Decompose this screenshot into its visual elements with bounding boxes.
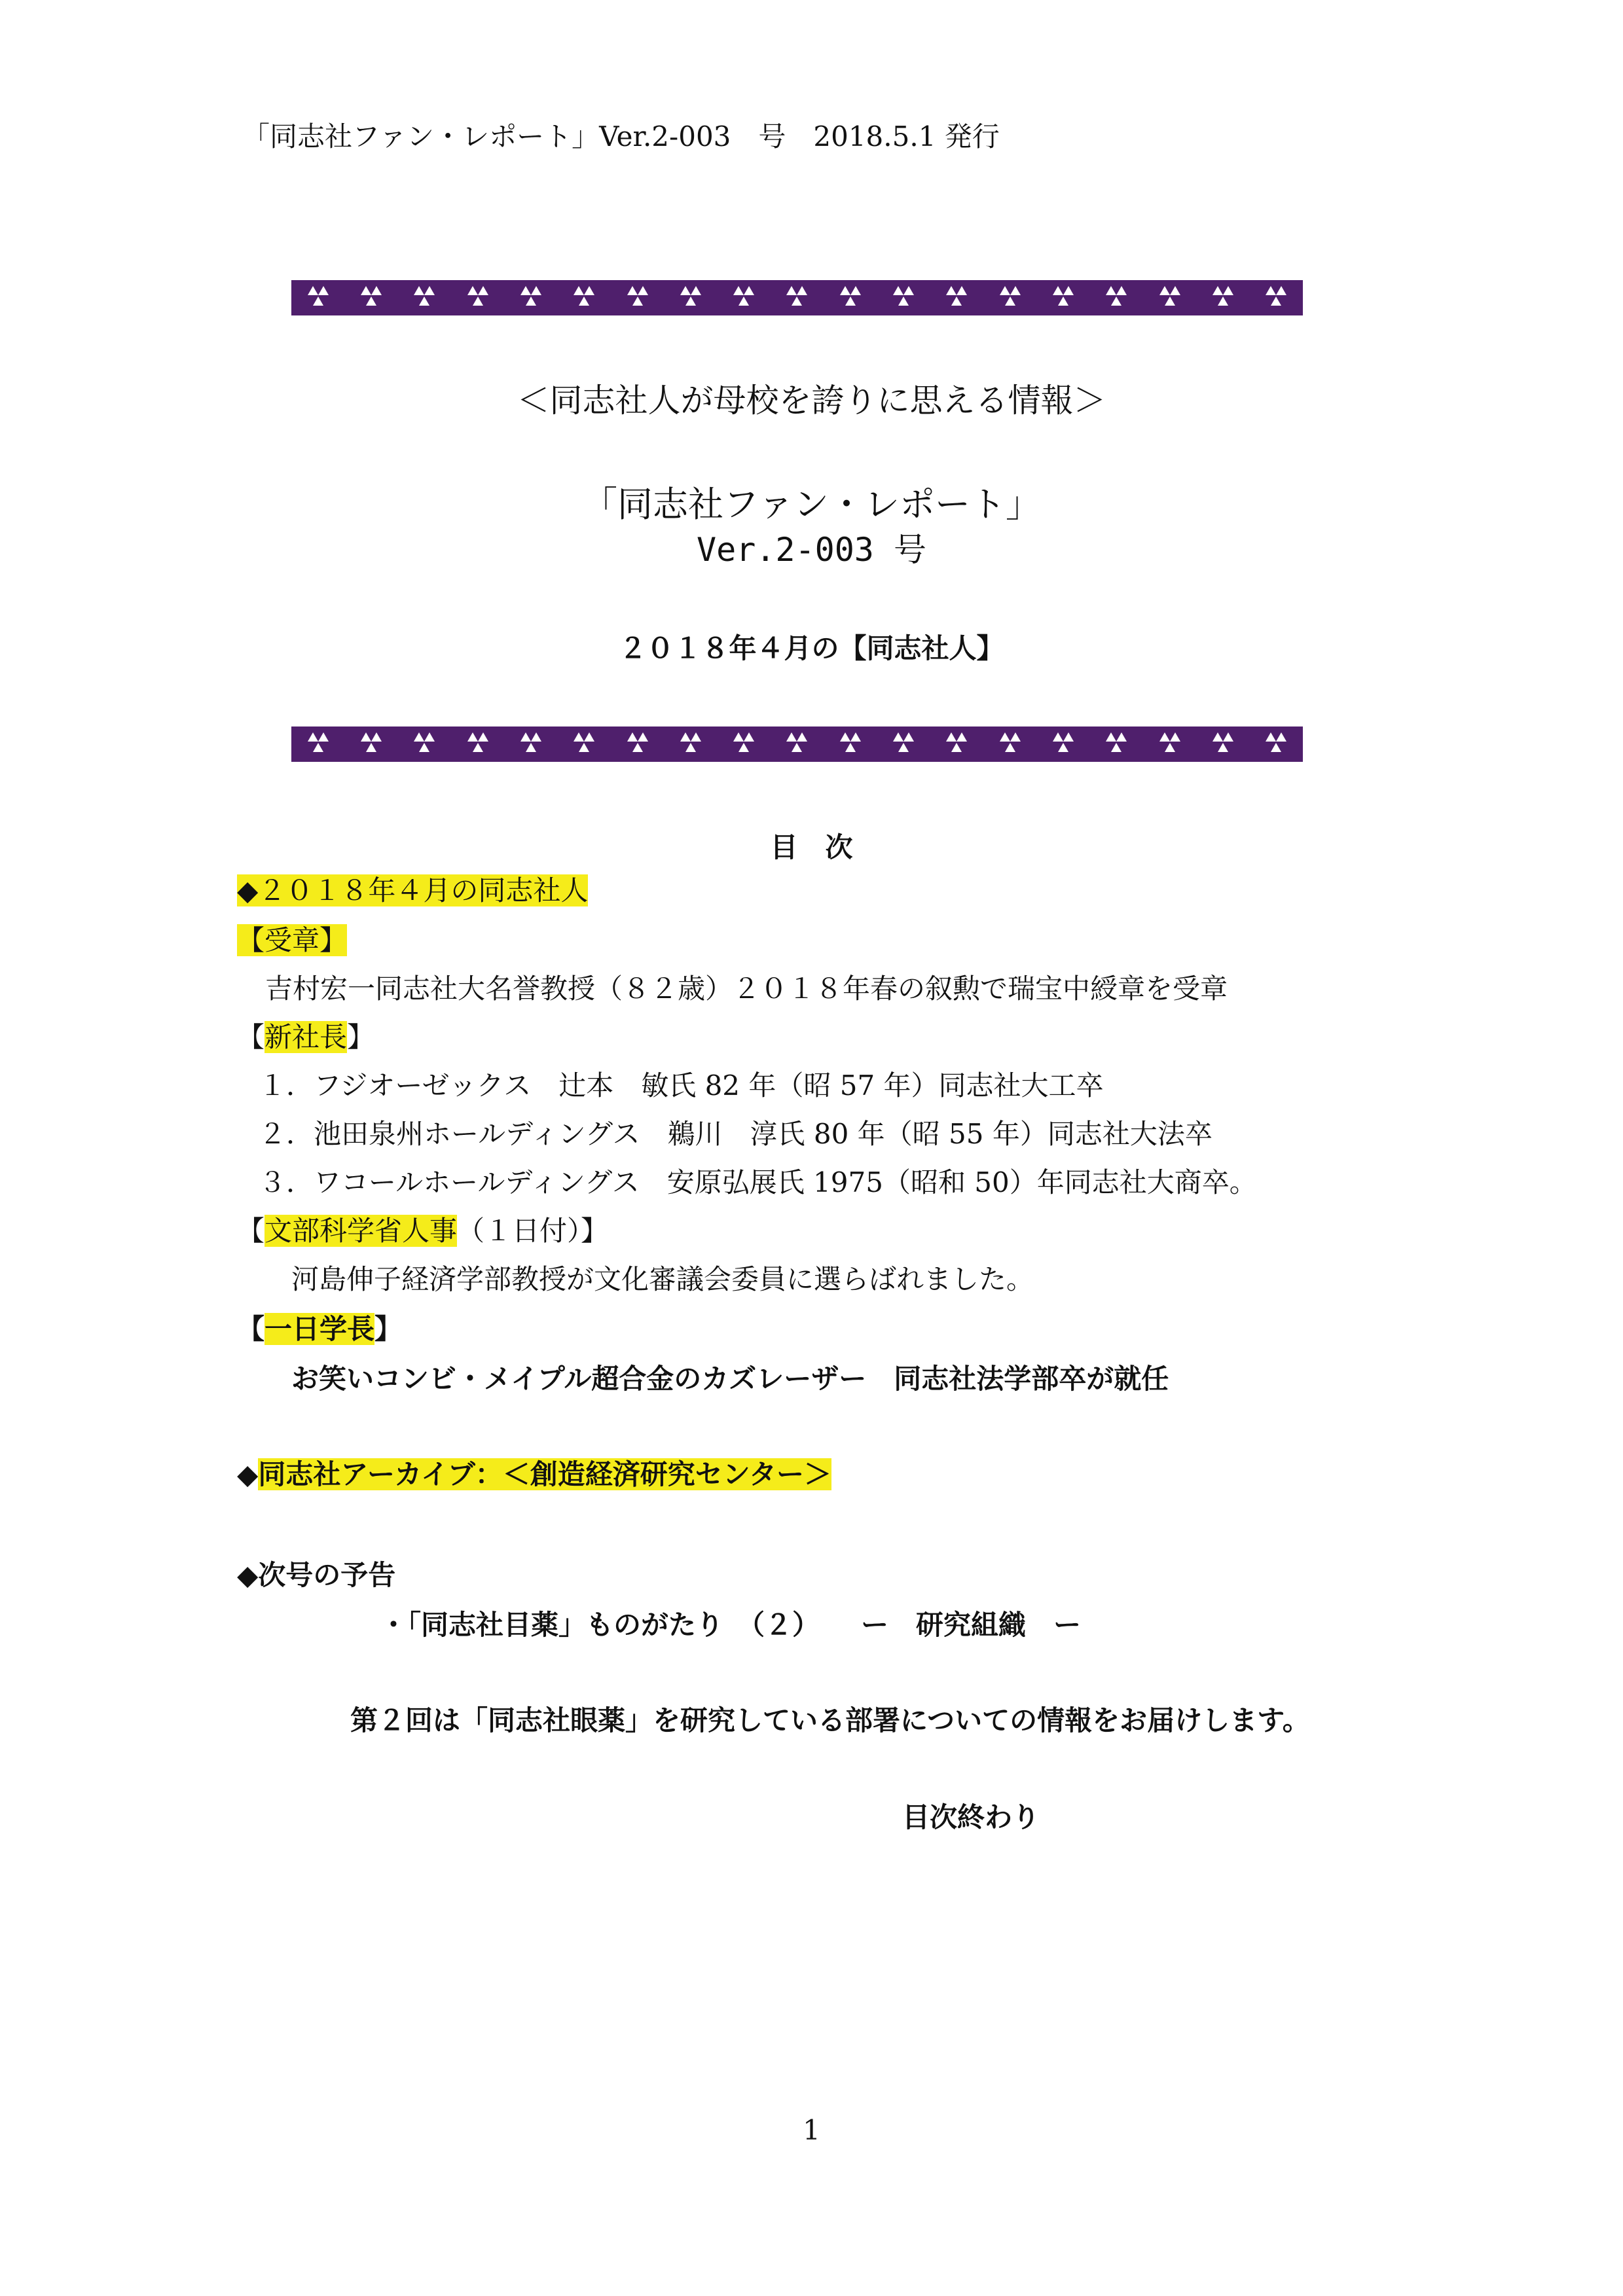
diamond-icon: ◆ (237, 874, 259, 906)
bracket-open: 【 (237, 1021, 265, 1053)
triple-triangle-crest-icon (303, 731, 333, 757)
toc-heading: 目 次 (770, 831, 853, 863)
monbu-label-suffix: （１日付）】 (457, 1215, 609, 1247)
triple-triangle-crest-icon (729, 731, 759, 757)
shinshacho-label-text: 新社長 (264, 1021, 348, 1053)
month-heading: ２０１８年４月の【同志社人】 (619, 632, 1004, 664)
triple-triangle-crest-icon (623, 731, 653, 757)
triple-triangle-crest-icon (356, 731, 386, 757)
triple-triangle-crest-icon (1101, 731, 1131, 757)
triple-triangle-crest-icon (1261, 731, 1291, 757)
triple-triangle-crest-icon (941, 731, 972, 757)
triple-triangle-crest-icon (1048, 285, 1078, 311)
bracket-close: 】 (374, 1313, 403, 1345)
triple-triangle-crest-icon (1208, 731, 1238, 757)
report-version: Ver.2-003 号 (696, 531, 927, 569)
triple-triangle-crest-icon (1048, 731, 1078, 757)
report-header: 「同志社ファン・レポート」Ver.2-003 号 2018.5.1 発行 (242, 120, 1000, 152)
triple-triangle-crest-icon (516, 731, 546, 757)
diamond-icon: ◆ (237, 1458, 259, 1490)
triple-triangle-crest-icon (729, 285, 759, 311)
triple-triangle-crest-icon (356, 285, 386, 311)
report-title: 「同志社ファン・レポート」 (582, 484, 1041, 525)
triple-triangle-crest-icon (623, 285, 653, 311)
ichinichi-text: お笑いコンビ・メイプル超合金のカズレーザー 同志社法学部卒が就任 (291, 1363, 1169, 1395)
jusho-label-text: 【受章】 (237, 924, 348, 956)
shinshacho-label (237, 1016, 374, 1055)
section-people-heading (237, 869, 588, 908)
triple-triangle-crest-icon (995, 285, 1025, 311)
triple-triangle-crest-icon (782, 285, 812, 311)
triple-triangle-crest-icon (303, 285, 333, 311)
next-issue-description: 第２回は「同志社眼薬」を研究している部署についての情報をお届けします。 (350, 1704, 1310, 1736)
triple-triangle-crest-icon (995, 731, 1025, 757)
decorative-band-top (291, 280, 1303, 315)
section-archive-heading (237, 1453, 831, 1492)
triple-triangle-crest-icon (516, 285, 546, 311)
bracket-open: 【 (237, 1215, 265, 1247)
ichinichi-label (237, 1308, 402, 1347)
triple-triangle-crest-icon (1261, 285, 1291, 311)
triple-triangle-crest-icon (1155, 731, 1185, 757)
section-archive-title: 同志社アーカイブ：＜創造経済研究センター＞ (258, 1458, 832, 1490)
next-issue-heading: ◆次号の予告 (237, 1559, 396, 1591)
section-people-title: ２０１８年４月の同志社人 (258, 874, 589, 906)
decorative-band-bottom (291, 726, 1303, 762)
triple-triangle-crest-icon (888, 731, 919, 757)
triple-triangle-crest-icon (569, 731, 599, 757)
list-item: １．フジオーゼックス 辻本 敏氏 82 年（昭 57 年）同志社大工卒 (259, 1069, 1104, 1102)
report-subtitle: ＜同志社人が母校を誇りに思える情報＞ (517, 382, 1106, 420)
triple-triangle-crest-icon (409, 731, 439, 757)
monbu-text: 河島伸子経済学部教授が文化審議会委員に選らばれました。 (291, 1263, 1034, 1295)
bracket-open: 【 (237, 1313, 265, 1345)
triple-triangle-crest-icon (409, 285, 439, 311)
jusho-label (237, 919, 347, 958)
next-issue-item: ・「同志社目薬」ものがたり （２） ー 研究組織 ー (380, 1609, 1082, 1641)
list-item: ２．池田泉州ホールディングス 鵜川 淳氏 80 年（昭 55 年）同志社大法卒 (259, 1118, 1213, 1150)
jusho-text: 吉村宏一同志社大名誉教授（８２歳）２０１８年春の叙勲で瑞宝中綬章を受章 (265, 973, 1228, 1005)
triple-triangle-crest-icon (463, 731, 493, 757)
triple-triangle-crest-icon (676, 285, 706, 311)
triple-triangle-crest-icon (463, 285, 493, 311)
bracket-close: 】 (347, 1021, 375, 1053)
triple-triangle-crest-icon (835, 731, 866, 757)
triple-triangle-crest-icon (569, 285, 599, 311)
triple-triangle-crest-icon (782, 731, 812, 757)
section-people-highlight (237, 874, 588, 906)
triple-triangle-crest-icon (941, 285, 972, 311)
list-item: ３．ワコールホールディングス 安原弘展氏 1975（昭和 50）年同志社大商卒。 (259, 1166, 1257, 1198)
monbu-label (237, 1210, 608, 1249)
toc-end: 目次終わり (902, 1801, 1040, 1833)
triple-triangle-crest-icon (1101, 285, 1131, 311)
page-number: 1 (803, 2114, 820, 2146)
triple-triangle-crest-icon (1208, 285, 1238, 311)
triple-triangle-crest-icon (1155, 285, 1185, 311)
triple-triangle-crest-icon (676, 731, 706, 757)
triple-triangle-crest-icon (888, 285, 919, 311)
ichinichi-label-text: 一日学長 (264, 1313, 375, 1345)
triple-triangle-crest-icon (835, 285, 866, 311)
monbu-label-text: 文部科学省人事 (264, 1215, 458, 1247)
